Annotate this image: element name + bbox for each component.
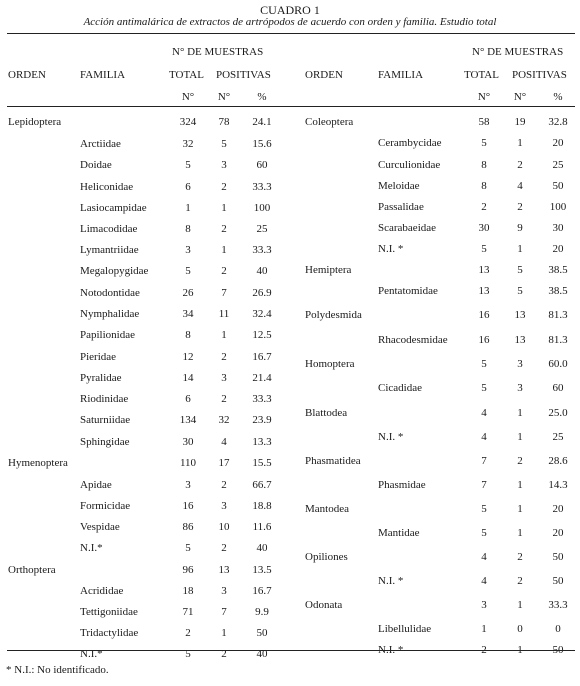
right-row-1-total: 5 <box>481 137 487 149</box>
right-row-8-total: 13 <box>478 285 490 297</box>
left-row-11-pos: 2 <box>221 351 227 363</box>
right-row-7-total: 13 <box>478 264 490 276</box>
right-row-4-familia: Passalidae <box>378 201 424 213</box>
left-row-5-pct: 25 <box>256 223 268 235</box>
left-row-9-familia: Nymphalidae <box>80 308 140 320</box>
right-total-header: TOTAL <box>464 69 499 81</box>
right-row-13-total: 4 <box>481 407 487 419</box>
right-familia-header: FAMILIA <box>378 69 424 81</box>
right-row-9-pct: 81.3 <box>548 309 568 321</box>
right-row-17-pos: 1 <box>517 503 523 515</box>
bottom-rule <box>7 650 575 651</box>
left-row-10-pct: 12.5 <box>252 329 272 341</box>
left-row-8-pos: 7 <box>221 287 227 299</box>
left-row-7-pct: 40 <box>256 265 268 277</box>
right-row-12-total: 5 <box>481 382 487 394</box>
right-row-0-total: 58 <box>478 116 490 128</box>
left-row-24-total: 2 <box>185 627 191 639</box>
right-row-7-pos: 5 <box>517 264 523 276</box>
right-row-16-familia: Phasmidae <box>378 479 426 491</box>
left-row-7-familia: Megalopygidae <box>80 265 149 277</box>
left-total-no: N° <box>181 91 195 103</box>
right-row-2-pct: 25 <box>552 159 564 171</box>
left-row-2-familia: Doidae <box>80 159 112 171</box>
left-row-6-familia: Lymantriidae <box>80 244 139 256</box>
right-row-10-total: 16 <box>478 334 490 346</box>
left-row-23-total: 71 <box>182 606 194 618</box>
left-row-2-pct: 60 <box>256 159 268 171</box>
right-row-21-orden: Odonata <box>305 599 343 611</box>
left-row-17-familia: Apidae <box>80 479 112 491</box>
right-row-23-pct: 50 <box>552 644 564 656</box>
left-row-10-total: 8 <box>185 329 191 341</box>
right-row-2-total: 8 <box>481 159 487 171</box>
right-row-19-pos: 2 <box>517 551 523 563</box>
right-row-11-pos: 3 <box>517 358 523 370</box>
right-row-18-total: 5 <box>481 527 487 539</box>
left-row-22-pos: 3 <box>221 585 227 597</box>
right-row-15-orden: Phasmatidea <box>305 455 361 467</box>
right-total-no: N° <box>477 91 491 103</box>
left-row-1-familia: Arctiidae <box>80 138 121 150</box>
right-pct: % <box>553 91 563 103</box>
right-row-13-pct: 25.0 <box>548 407 568 419</box>
right-row-6-pos: 1 <box>517 243 523 255</box>
right-row-10-pct: 81.3 <box>548 334 568 346</box>
left-row-15-total: 30 <box>182 436 194 448</box>
right-row-7-orden: Hemiptera <box>305 264 352 276</box>
left-row-3-pos: 2 <box>221 181 227 193</box>
left-row-11-total: 12 <box>182 351 194 363</box>
right-row-3-pos: 4 <box>517 180 523 192</box>
left-row-22-total: 18 <box>182 585 194 597</box>
right-row-0-pos: 19 <box>514 116 526 128</box>
left-row-12-pct: 21.4 <box>252 372 272 384</box>
right-row-0-orden: Coleoptera <box>305 116 354 128</box>
left-row-12-total: 14 <box>182 372 194 384</box>
left-row-24-pos: 1 <box>221 627 227 639</box>
left-row-0-total: 324 <box>179 116 197 128</box>
left-row-7-pos: 2 <box>221 265 227 277</box>
right-row-18-familia: Mantidae <box>378 527 420 539</box>
left-row-3-familia: Heliconidae <box>80 181 134 193</box>
right-row-10-familia: Rhacodesmidae <box>378 334 448 346</box>
top-rule <box>7 33 575 34</box>
left-row-5-pos: 2 <box>221 223 227 235</box>
left-row-18-pos: 3 <box>221 500 227 512</box>
left-row-3-total: 6 <box>185 181 191 193</box>
right-row-22-pct: 0 <box>555 623 561 635</box>
right-row-9-pos: 13 <box>514 309 526 321</box>
table-subtitle: Acción antimalárica de extractos de artrópodos de acuerdo con orden y familia. Estudio total <box>83 16 497 28</box>
left-row-16-pct: 15.5 <box>252 457 272 469</box>
left-row-19-total: 86 <box>182 521 194 533</box>
left-row-1-pct: 15.6 <box>252 138 272 150</box>
left-row-0-pos: 78 <box>218 116 230 128</box>
right-row-22-total: 1 <box>481 623 487 635</box>
right-row-17-total: 5 <box>481 503 487 515</box>
right-row-20-pct: 50 <box>552 575 564 587</box>
left-row-1-pos: 5 <box>221 138 227 150</box>
left-row-6-pct: 33.3 <box>252 244 272 256</box>
right-row-1-pct: 20 <box>552 137 564 149</box>
right-row-20-total: 4 <box>481 575 487 587</box>
right-row-12-pos: 3 <box>517 382 523 394</box>
left-row-16-orden: Hymenoptera <box>8 457 68 469</box>
left-row-22-familia: Acrididae <box>80 585 124 597</box>
left-row-19-familia: Vespidae <box>80 521 120 533</box>
right-row-19-orden: Opiliones <box>305 551 348 563</box>
right-row-14-pct: 25 <box>552 431 564 443</box>
right-row-1-pos: 1 <box>517 137 523 149</box>
right-row-15-pct: 28.6 <box>548 455 568 467</box>
right-row-4-pos: 2 <box>517 201 523 213</box>
left-row-0-orden: Lepidoptera <box>8 116 62 128</box>
left-row-10-familia: Papilionidae <box>80 329 135 341</box>
left-row-18-pct: 18.8 <box>252 500 272 512</box>
right-row-2-pos: 2 <box>517 159 523 171</box>
left-row-18-familia: Formicidae <box>80 500 131 512</box>
right-row-7-pct: 38.5 <box>548 264 568 276</box>
left-row-25-pos: 2 <box>221 648 227 660</box>
left-row-4-familia: Lasiocampidae <box>80 202 147 214</box>
left-row-19-pos: 10 <box>218 521 230 533</box>
right-row-1-familia: Cerambycidae <box>378 137 442 149</box>
left-row-4-pos: 1 <box>221 202 227 214</box>
left-row-18-total: 16 <box>182 500 194 512</box>
left-row-6-pos: 1 <box>221 244 227 256</box>
left-row-5-total: 8 <box>185 223 191 235</box>
right-row-17-pct: 20 <box>552 503 564 515</box>
right-row-21-total: 3 <box>481 599 487 611</box>
right-row-16-total: 7 <box>481 479 487 491</box>
right-row-9-total: 16 <box>478 309 490 321</box>
right-row-8-familia: Pentatomidae <box>378 285 438 297</box>
left-pos-no: N° <box>217 91 231 103</box>
left-row-14-familia: Saturniidae <box>80 414 131 426</box>
left-row-21-pos: 13 <box>218 564 230 576</box>
left-familia-header: FAMILIA <box>80 69 126 81</box>
left-row-14-total: 134 <box>179 414 197 426</box>
table-title: CUADRO 1 <box>260 3 320 17</box>
right-row-16-pct: 14.3 <box>548 479 568 491</box>
right-row-5-pct: 30 <box>552 222 564 234</box>
right-row-12-pct: 60 <box>552 382 564 394</box>
left-row-23-familia: Tettigoniidae <box>80 606 138 618</box>
left-row-2-total: 5 <box>185 159 191 171</box>
left-row-11-pct: 16.7 <box>252 351 272 363</box>
left-row-8-familia: Notodontidae <box>80 287 140 299</box>
left-row-3-pct: 33.3 <box>252 181 272 193</box>
right-row-14-pos: 1 <box>517 431 523 443</box>
left-row-12-pos: 3 <box>221 372 227 384</box>
right-row-11-total: 5 <box>481 358 487 370</box>
left-row-25-total: 5 <box>185 648 191 660</box>
right-row-21-pct: 33.3 <box>548 599 568 611</box>
right-row-11-orden: Homoptera <box>305 358 355 370</box>
left-row-4-pct: 100 <box>253 202 271 214</box>
left-muestras-header: N° DE MUESTRAS <box>172 46 264 58</box>
right-row-23-total: 2 <box>481 644 487 656</box>
right-row-4-pct: 100 <box>549 201 567 213</box>
left-row-9-pct: 32.4 <box>252 308 272 320</box>
left-row-21-pct: 13.5 <box>252 564 272 576</box>
right-row-5-pos: 9 <box>517 222 523 234</box>
right-row-22-pos: 0 <box>517 623 523 635</box>
left-positivas-header: POSITIVAS <box>216 69 271 81</box>
left-row-15-familia: Sphingidae <box>80 436 130 448</box>
left-row-8-pct: 26.9 <box>252 287 272 299</box>
left-row-20-total: 5 <box>185 542 191 554</box>
header-rule <box>7 106 575 107</box>
left-row-0-pct: 24.1 <box>252 116 272 128</box>
left-row-10-pos: 1 <box>221 329 227 341</box>
left-row-8-total: 26 <box>182 287 194 299</box>
left-row-12-familia: Pyralidae <box>80 372 122 384</box>
left-row-25-pct: 40 <box>256 648 268 660</box>
left-row-11-familia: Pieridae <box>80 351 117 363</box>
right-row-9-orden: Polydesmida <box>305 309 362 321</box>
left-row-6-total: 3 <box>185 244 191 256</box>
left-row-15-pos: 4 <box>221 436 227 448</box>
left-row-21-total: 96 <box>182 564 194 576</box>
right-row-6-pct: 20 <box>552 243 564 255</box>
right-row-11-pct: 60.0 <box>548 358 568 370</box>
left-row-20-familia: N.I.* <box>80 542 103 554</box>
right-row-23-familia: N.I. * <box>378 644 404 656</box>
right-row-3-total: 8 <box>481 180 487 192</box>
right-row-15-total: 7 <box>481 455 487 467</box>
left-row-14-pct: 23.9 <box>252 414 272 426</box>
left-row-23-pct: 9.9 <box>255 606 269 618</box>
right-row-19-total: 4 <box>481 551 487 563</box>
right-row-6-familia: N.I. * <box>378 243 404 255</box>
right-row-10-pos: 13 <box>514 334 526 346</box>
left-row-14-pos: 32 <box>218 414 230 426</box>
right-positivas-header: POSITIVAS <box>512 69 567 81</box>
left-row-20-pct: 40 <box>256 542 268 554</box>
left-pct: % <box>257 91 267 103</box>
left-row-25-familia: N.I.* <box>80 648 103 660</box>
right-row-15-pos: 2 <box>517 455 523 467</box>
left-row-9-pos: 11 <box>218 308 230 320</box>
left-row-2-pos: 3 <box>221 159 227 171</box>
left-row-16-pos: 17 <box>218 457 230 469</box>
left-row-13-pos: 2 <box>221 393 227 405</box>
right-row-4-total: 2 <box>481 201 487 213</box>
right-row-17-orden: Mantodea <box>305 503 349 515</box>
right-row-14-familia: N.I. * <box>378 431 404 443</box>
footnote: * N.I.: No identificado. <box>6 664 109 676</box>
right-row-13-pos: 1 <box>517 407 523 419</box>
left-row-5-familia: Limacodidae <box>80 223 138 235</box>
right-row-18-pos: 1 <box>517 527 523 539</box>
left-row-21-orden: Orthoptera <box>8 564 56 576</box>
right-row-5-familia: Scarabaeidae <box>378 222 437 234</box>
right-row-21-pos: 1 <box>517 599 523 611</box>
right-row-0-pct: 32.8 <box>548 116 568 128</box>
right-row-23-pos: 1 <box>517 644 523 656</box>
left-row-13-pct: 33.3 <box>252 393 272 405</box>
right-row-3-familia: Meloidae <box>378 180 420 192</box>
right-row-5-total: 30 <box>478 222 490 234</box>
left-row-20-pos: 2 <box>221 542 227 554</box>
right-row-12-familia: Cicadidae <box>378 382 422 394</box>
left-row-17-total: 3 <box>185 479 191 491</box>
right-row-16-pos: 1 <box>517 479 523 491</box>
right-muestras-header: N° DE MUESTRAS <box>472 46 564 58</box>
left-row-13-total: 6 <box>185 393 191 405</box>
left-row-13-familia: Riodinidae <box>80 393 129 405</box>
right-row-22-familia: Libellulidae <box>378 623 432 635</box>
right-orden-header: ORDEN <box>305 69 343 81</box>
right-row-20-familia: N.I. * <box>378 575 404 587</box>
left-row-22-pct: 16.7 <box>252 585 272 597</box>
right-row-20-pos: 2 <box>517 575 523 587</box>
left-orden-header: ORDEN <box>8 69 46 81</box>
right-row-8-pos: 5 <box>517 285 523 297</box>
right-pos-no: N° <box>513 91 527 103</box>
left-row-9-total: 34 <box>182 308 194 320</box>
right-row-6-total: 5 <box>481 243 487 255</box>
left-row-17-pos: 2 <box>221 479 227 491</box>
right-row-8-pct: 38.5 <box>548 285 568 297</box>
left-row-4-total: 1 <box>185 202 191 214</box>
right-row-18-pct: 20 <box>552 527 564 539</box>
left-row-7-total: 5 <box>185 265 191 277</box>
left-row-17-pct: 66.7 <box>252 479 272 491</box>
right-row-14-total: 4 <box>481 431 487 443</box>
left-row-15-pct: 13.3 <box>252 436 272 448</box>
left-row-23-pos: 7 <box>221 606 227 618</box>
right-row-3-pct: 50 <box>552 180 564 192</box>
right-row-2-familia: Curculionidae <box>378 159 441 171</box>
left-row-16-total: 110 <box>179 457 197 469</box>
left-row-1-total: 32 <box>182 138 194 150</box>
left-row-24-familia: Tridactylidae <box>80 627 139 639</box>
left-total-header: TOTAL <box>169 69 204 81</box>
left-row-19-pct: 11.6 <box>252 521 272 533</box>
right-row-19-pct: 50 <box>552 551 564 563</box>
left-row-24-pct: 50 <box>256 627 268 639</box>
right-row-13-orden: Blattodea <box>305 407 348 419</box>
